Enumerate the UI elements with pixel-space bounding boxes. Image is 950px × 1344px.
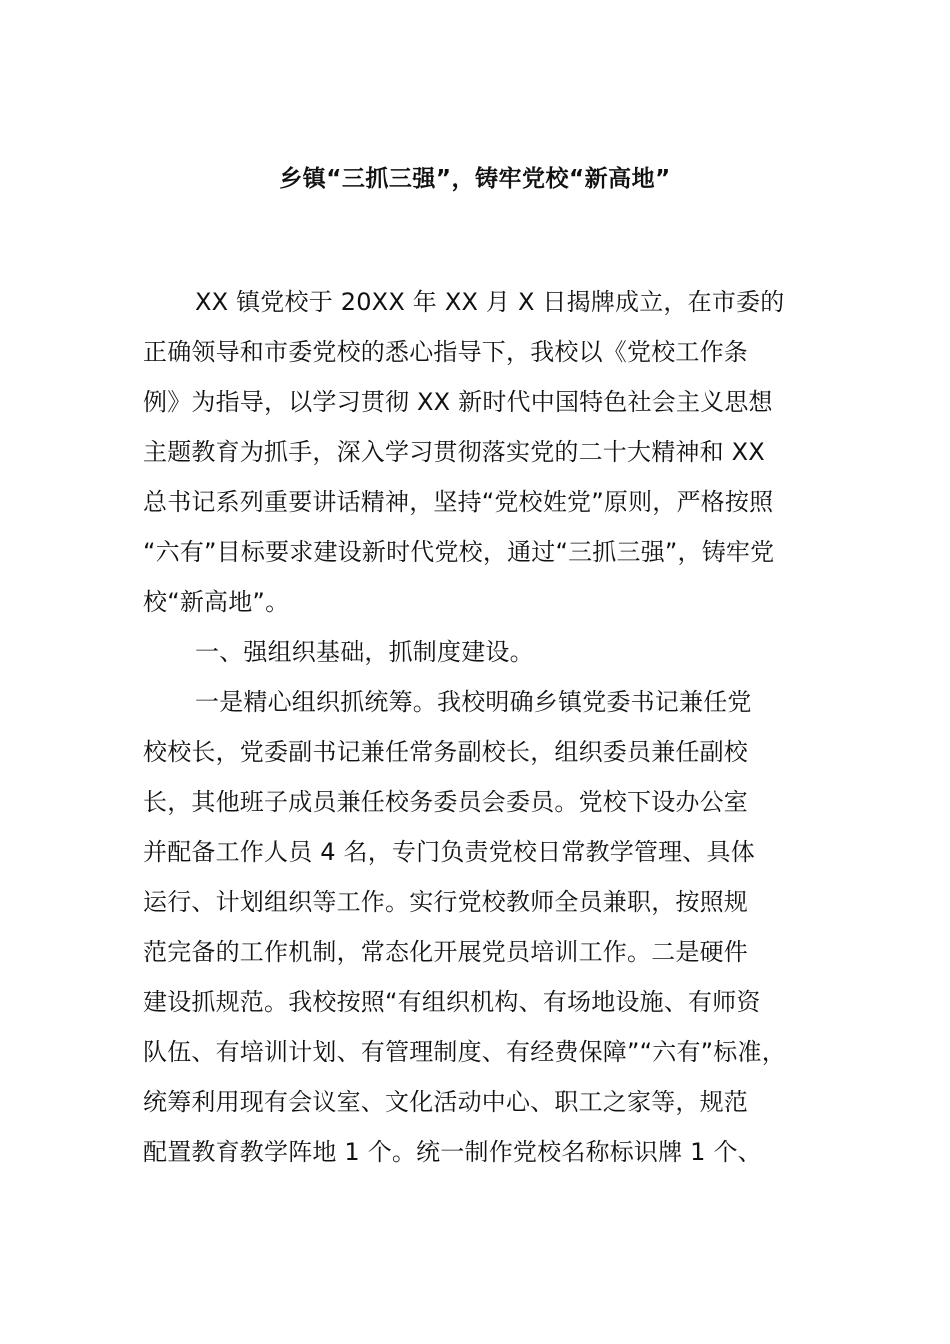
- text-line: “六有”目标要求建设新时代党校，通过“三抓三强”，铸牢党: [143, 538, 775, 566]
- text-line: 运行、计划组织等工作。实行党校教师全员兼职，按照规: [143, 888, 748, 916]
- text-line: 例》为指导，以学习贯彻 XX 新时代中国特色社会主义思想: [143, 388, 773, 416]
- text-line: 校校长，党委副书记兼任常务副校长，组织委员兼任副校: [143, 738, 748, 766]
- text-line: 一是精心组织抓统筹。我校明确乡镇党委书记兼任党: [195, 688, 752, 716]
- text-line: 总书记系列重要讲话精神，坚持“党校姓党”原则，严格按照: [143, 488, 774, 516]
- document-body: [143, 282, 813, 1182]
- document-title: 乡镇“三抓三强”，铸牢党校“新高地”: [279, 166, 671, 192]
- text-line: 配置教育教学阵地 1 个。统一制作党校名称标识牌 1 个、: [143, 1138, 762, 1166]
- text-line: 并配备工作人员 4 名，专门负责党校日常教学管理、具体: [143, 838, 755, 866]
- text-line: 队伍、有培训计划、有管理制度、有经费保障”“六有”标准，: [143, 1038, 786, 1066]
- text-line: 长，其他班子成员兼任校务委员会委员。党校下设办公室: [143, 788, 748, 816]
- text-line: 范完备的工作机制，常态化开展党员培训工作。二是硬件: [143, 938, 748, 966]
- text-line: 建设抓规范。我校按照“有组织机构、有场地设施、有师资: [143, 988, 761, 1016]
- section-heading: 一、强组织基础，抓制度建设。: [195, 638, 534, 666]
- text-line: 主题教育为抓手，深入学习贯彻落实党的二十大精神和 XX: [143, 438, 765, 466]
- text-line: XX 镇党校于 20XX 年 XX 月 X 日揭牌成立，在市委的: [195, 288, 785, 316]
- text-line: 统筹利用现有会议室、文化活动中心、职工之家等，规范: [143, 1088, 748, 1116]
- text-line: 校“新高地”。: [143, 588, 290, 616]
- text-line: 正确领导和市委党校的悉心指导下，我校以《党校工作条: [143, 338, 748, 366]
